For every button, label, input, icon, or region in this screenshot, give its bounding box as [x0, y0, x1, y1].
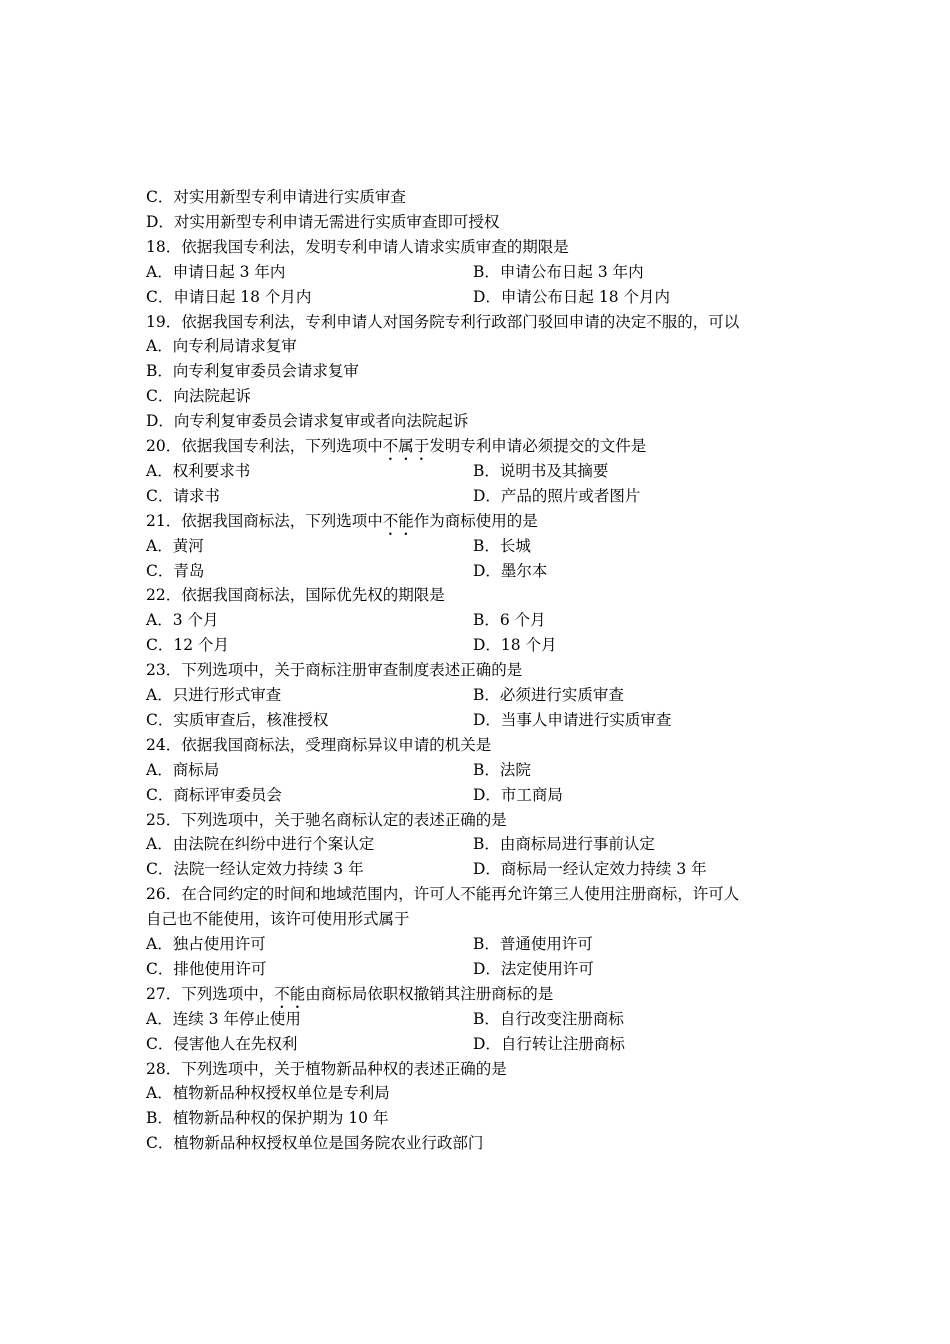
option-right: B．说明书及其摘要: [473, 462, 609, 480]
text-line: A．向专利局请求复审: [146, 337, 297, 355]
line-text-after: 发明专利申请必须提交的文件是: [429, 437, 647, 455]
option-left: A．3 个月: [146, 611, 219, 629]
option-right: D．法定使用许可: [473, 960, 594, 978]
text-line: B．植物新品种权的保护期为 10 年: [146, 1109, 389, 1127]
option-right: B．自行改变注册商标: [473, 1010, 624, 1028]
text-line: D．对实用新型专利申请无需进行实质审查即可授权: [146, 213, 500, 231]
option-left: C．青岛: [146, 562, 205, 580]
text-line: 18．依据我国专利法，发明专利申请人请求实质审查的期限是: [146, 238, 569, 256]
line-text-after: 作为商标使用的是: [413, 512, 538, 530]
line-text-after: 由商标局依职权撤销其注册商标的是: [305, 985, 554, 1003]
option-right: D．18 个月: [473, 636, 557, 654]
option-right: D．自行转让注册商标: [473, 1035, 625, 1053]
text-line: C．向法院起诉: [146, 387, 251, 405]
option-left: C．商标评审委员会: [146, 786, 282, 804]
option-right: B．由商标局进行事前认定: [473, 835, 655, 853]
option-right: D．当事人申请进行实质审查: [473, 711, 672, 729]
text-line: [146, 434, 806, 459]
text-line: 28．下列选项中，关于植物新品种权的表述正确的是: [146, 1060, 507, 1078]
emphasized-text: 不属于: [382, 437, 430, 455]
option-right: B．长城: [473, 537, 531, 555]
option-left: A．连续 3 年停止使用: [146, 1010, 301, 1028]
text-line: 自己也不能使用，该许可使用形式属于: [146, 910, 410, 928]
option-left: C．请求书: [146, 487, 220, 505]
option-left: C．申请日起 18 个月内: [146, 288, 312, 306]
text-line: B．向专利复审委员会请求复审: [146, 362, 359, 380]
option-right: B．普通使用许可: [473, 935, 593, 953]
option-left: A．黄河: [146, 537, 204, 555]
option-left: A．权利要求书: [146, 462, 251, 480]
option-right: D．产品的照片或者图片: [473, 487, 641, 505]
text-line: [146, 982, 806, 1007]
option-right: B．法院: [473, 761, 531, 779]
text-line: 22．依据我国商标法，国际优先权的期限是: [146, 586, 445, 604]
text-line: C．植物新品种权授权单位是国务院农业行政部门: [146, 1134, 484, 1152]
option-left: C．侵害他人在先权利: [146, 1035, 298, 1053]
option-left: A．由法院在纠纷中进行个案认定: [146, 835, 375, 853]
emphasized-text: 不能: [382, 512, 414, 530]
option-left: A．只进行形式审查: [146, 686, 282, 704]
option-right: B．申请公布日起 3 年内: [473, 263, 644, 281]
option-left: C．法院一经认定效力持续 3 年: [146, 860, 364, 878]
option-left: A．商标局: [146, 761, 220, 779]
option-right: D．商标局一经认定效力持续 3 年: [473, 860, 707, 878]
line-text-before: 27．下列选项中，: [146, 985, 275, 1003]
text-line: C．对实用新型专利申请进行实质审查: [146, 188, 406, 206]
text-line: A．植物新品种权授权单位是专利局: [146, 1084, 390, 1102]
option-left: C．排他使用许可: [146, 960, 267, 978]
option-right: D．墨尔本: [473, 562, 548, 580]
option-left: C．实质审查后，核准授权: [146, 711, 329, 729]
option-right: D．申请公布日起 18 个月内: [473, 288, 671, 306]
option-right: B．6 个月: [473, 611, 546, 629]
line-text-before: 21．依据我国商标法，下列选项中: [146, 512, 383, 530]
text-line: 24．依据我国商标法，受理商标异议申请的机关是: [146, 736, 492, 754]
text-line: 23．下列选项中，关于商标注册审查制度表述正确的是: [146, 661, 523, 679]
text-line: [146, 509, 806, 534]
text-line: 25．下列选项中，关于驰名商标认定的表述正确的是: [146, 811, 507, 829]
option-left: A．申请日起 3 年内: [146, 263, 286, 281]
text-line: 19．依据我国专利法，专利申请人对国务院专利行政部门驳回申请的决定不服的，可以: [146, 313, 740, 331]
text-line: D．向专利复审委员会请求复审或者向法院起诉: [146, 412, 469, 430]
option-right: B．必须进行实质审查: [473, 686, 624, 704]
text-line: 26．在合同约定的时间和地域范围内，许可人不能再允许第三人使用注册商标，许可人: [146, 885, 740, 903]
option-left: A．独占使用许可: [146, 935, 266, 953]
option-right: D．市工商局: [473, 786, 563, 804]
line-text-before: 20．依据我国专利法，下列选项中: [146, 437, 383, 455]
emphasized-text: 不能: [274, 985, 306, 1003]
option-left: C．12 个月: [146, 636, 230, 654]
